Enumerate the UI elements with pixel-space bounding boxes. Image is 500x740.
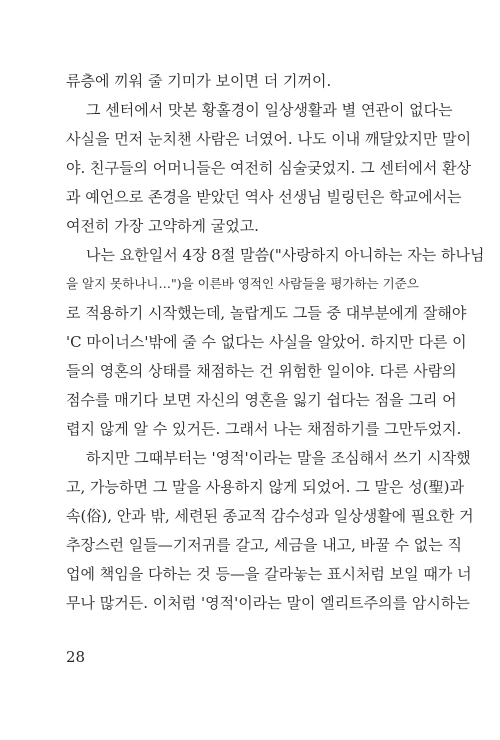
text-line: 여전히 가장 고약하게 굴었고.	[66, 217, 259, 235]
text-line: 'C 마이너스'밖에 줄 수 없다는 사실을 알았어. 하지만 다른 이	[66, 333, 467, 351]
text-line: 그 센터에서 맛본 황홀경이 일상생활과 별 연관이 없다는	[86, 101, 453, 119]
text-line: 들의 영혼의 상태를 채점하는 건 위험한 일이야. 다른 사람의	[66, 362, 457, 380]
page-number: 28	[66, 648, 86, 666]
text-line: 추장스런 일들—기저귀를 갈고, 세금을 내고, 바꿀 수 없는 직	[66, 536, 462, 554]
text-line: 무나 많거든. 이처럼 '영적'이라는 말이 엘리트주의를 암시하는	[66, 594, 470, 612]
text-line: 나는 요한일서 4장 8절 말씀("사랑하지 아니하는 자는 하나님	[86, 246, 485, 264]
text-line: 과 예언으로 존경을 받았던 역사 선생님 빌링턴은 학교에서는	[66, 188, 462, 206]
text-line: 을 알지 못하나니…")을 이른바 영적인 사람들을 평가하는 기준으	[66, 276, 419, 291]
text-line: 고, 가능하면 그 말을 사용하지 않게 되었어. 그 말은 성(聖)과	[66, 478, 464, 496]
text-line: 렵지 않게 알 수 있거든. 그래서 나는 채점하기를 그만두었지.	[66, 420, 462, 438]
text-line: 로 적용하기 시작했는데, 놀랍게도 그들 중 대부분에게 잘해야	[66, 304, 467, 322]
text-line: 속(俗), 안과 밖, 세련된 종교적 감수성과 일상생활에 필요한 거	[66, 507, 474, 525]
text-line: 하지만 그때부터는 '영적'이라는 말을 조심해서 쓰기 시작했	[86, 449, 471, 467]
text-line: 업에 책임을 다하는 것 등—을 갈라놓는 표시처럼 보일 때가 너	[66, 565, 472, 583]
text-line: 류층에 끼워 줄 기미가 보이면 더 기꺼이.	[66, 72, 332, 90]
text-line: 점수를 매기다 보면 자신의 영혼을 잃기 쉽다는 점을 그리 어	[66, 391, 457, 409]
text-line: 사실을 먼저 눈치챈 사람은 너였어. 나도 이내 깨달았지만 말이	[66, 130, 472, 148]
text-line: 야. 친구들의 어머니들은 여전히 심술궂었지. 그 센터에서 환상	[66, 159, 472, 177]
